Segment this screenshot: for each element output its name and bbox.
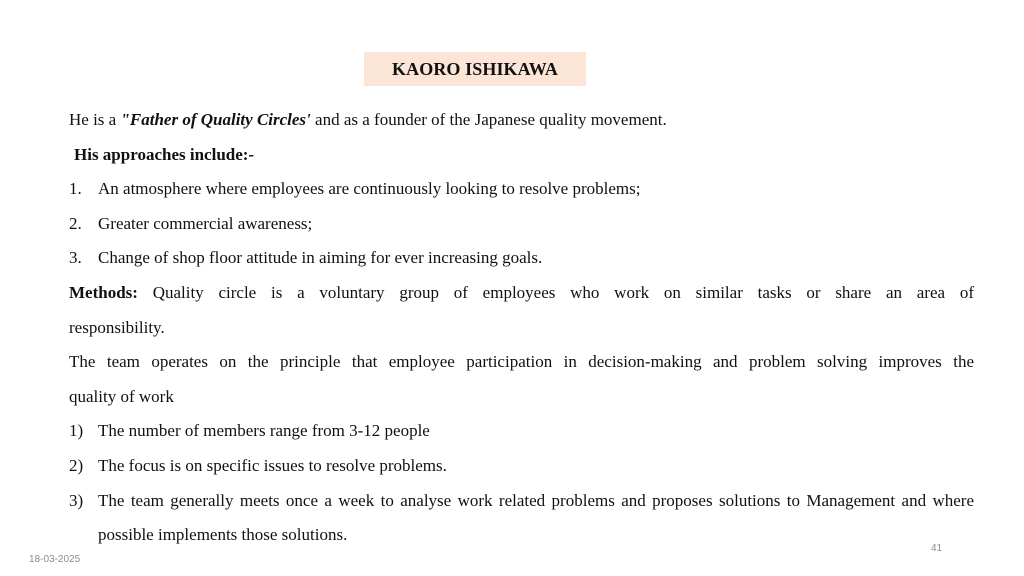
slide-title-box <box>364 52 586 86</box>
point-text: The focus is on specific issues to resolve problems. <box>98 455 447 475</box>
approaches-heading: His approaches include:- <box>74 144 255 164</box>
point-number: 1) <box>69 421 84 441</box>
approach-item <box>69 241 974 276</box>
slide-title: KAORO ISHIKAWA <box>392 58 558 79</box>
approach-number: 3. <box>69 248 82 268</box>
principle-continuation: quality of work <box>69 386 174 406</box>
point-item <box>69 449 974 484</box>
intro-emphasis: "Father of Quality Circles' <box>120 110 311 129</box>
point-number: 3) <box>69 490 84 510</box>
methods-text: Quality circle is a voluntary group of employees who work on similar tasks or share an area of <box>137 282 974 302</box>
point-text: The number of members range from 3-12 people <box>98 421 430 441</box>
approach-text: An atmosphere where employees are continuously looking to resolve problems; <box>98 179 641 199</box>
approach-text: Change of shop floor attitude in aiming for ever increasing goals. <box>98 248 543 268</box>
approach-number: 1. <box>69 179 82 199</box>
approach-number: 2. <box>69 213 82 233</box>
approach-text: Greater commercial awareness; <box>98 213 313 233</box>
approach-item <box>69 172 974 207</box>
approach-item <box>69 207 974 242</box>
slide-number: 41 <box>931 543 943 554</box>
intro-suffix: and as a founder of the Japanese quality movement. <box>310 110 667 129</box>
principle-line: The team operates on the principle that employee participation in decision-making and problem solving improves the <box>69 352 974 372</box>
footer-date: 18-03-2025 <box>29 554 81 565</box>
point-item <box>69 414 974 449</box>
point-item <box>69 484 974 553</box>
methods-label: Methods: <box>69 282 138 302</box>
methods-continuation: responsibility. <box>69 317 165 337</box>
intro-prefix: He is a <box>69 110 121 129</box>
point-number: 2) <box>69 455 84 475</box>
methods-line <box>69 276 974 311</box>
intro-line <box>69 103 974 138</box>
slide-content <box>69 103 974 553</box>
point-text: The team generally meets once a week to analyse work related problems and proposes solutions to Management and where possible implements those solutions. <box>98 490 974 545</box>
